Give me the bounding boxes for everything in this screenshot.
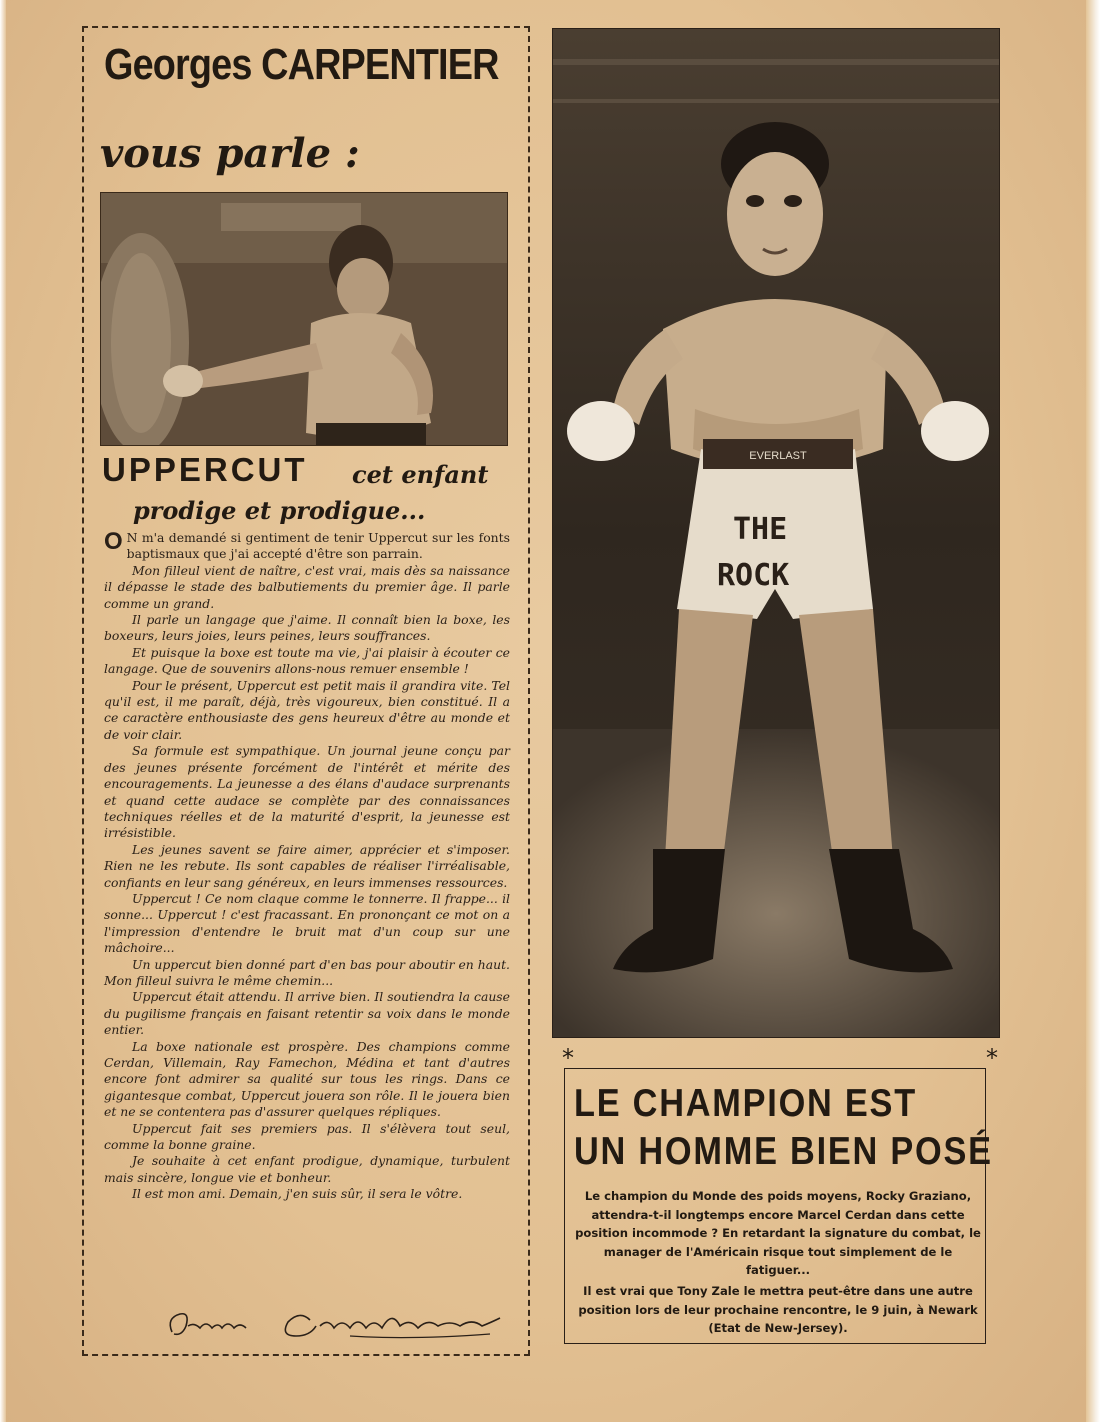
article-paragraph: Uppercut ! Ce nom claque comme le tonnerre. Il frappe... il sonne... Uppercut ! c'est fracassant. En prononçant ce mot on a l'impression d'entendre le bruit mat d'un coup sur une mâchoire... — [104, 890, 510, 956]
article-paragraph: La boxe nationale est prospère. Des champions comme Cerdan, Villemain, Ray Famechon, Médina et tant d'autres encore font admirer sa qualité sur tous les rings. Dans ce gigantesque combat, Uppercut jouera son rôle. Il le jouera bien et ne se contentera pas d'assurer quelques répliques. — [104, 1038, 510, 1120]
article-paragraph: Il est mon ami. Demain, j'en suis sûr, il sera le vôtre. — [132, 1186, 463, 1202]
caption-paragraph: Il est vrai que Tony Zale le mettra peut-être dans une autre position lors de leur prochaine rencontre, le 9 juin, à Newark (Etat de New-Jersey). — [578, 1283, 978, 1336]
belt-text: EVERLAST — [749, 450, 807, 462]
dropcap: O — [104, 528, 123, 555]
article-paragraph: Mon filleul vient de naître, c'est vrai, mais dès sa naissance il dépasse le stade des balbutiements du premier âge. Il parle comme un grand. — [104, 562, 510, 611]
trunks-text-line-1: THE — [733, 512, 788, 547]
article-paragraph: Sa formule est sympathique. Un journal jeune conçu par des jeunes présente forcément de l'intérêt et mérite des encouragements. La jeunesse a des élans d'audace surprenants et quand cette audace se complète par des connaissances techniques réelles et de la maturité d'esprit, la jeunesse est irrésistible. — [104, 743, 510, 841]
article-paragraph: Un uppercut bien donné part d'en bas pour aboutir en haut. Mon filleul suivra le même chemin... — [104, 956, 510, 988]
champion-headline-line-2: UN HOMME BIEN POSÉ — [574, 1130, 993, 1173]
article-paragraph: Je souhaite à cet enfant prodigue, dynamique, turbulent mais sincère, longue vie et bonheur. — [104, 1153, 510, 1185]
article-headline-sub: vous parle : — [100, 130, 360, 177]
article-paragraph: Uppercut fait ses premiers pas. Il s'élèvera tout seul, comme la bonne graine. — [104, 1120, 510, 1153]
article-paragraph: Uppercut était attendu. Il arrive bien. Il soutiendra la cause du pugilisme français en faisant retentir sa voix dans le monde entier. — [104, 989, 510, 1038]
boxer-training-photo — [100, 192, 508, 446]
page-edge — [0, 0, 6, 1422]
section-title-line-2: prodige et prodigue... — [133, 496, 426, 525]
article-body — [104, 530, 510, 1203]
article-paragraph: Les jeunes savent se faire aimer, apprécier et s'imposer. Rien ne les rebute. Ils sont capables de réaliser l'irréalisable, confiants en leur sang généreux, en leurs immenses ressources. — [104, 841, 510, 890]
article-paragraph: O N m'a demandé si gentiment de tenir Uppercut sur les fonts baptismaux que j'ai accepté d'être son parrain. — [104, 528, 510, 562]
article-paragraph: Il parle un langage que j'aime. Il connaît bien la boxe, les boxeurs, leurs joies, leurs peines, leurs souffrances. — [104, 612, 510, 644]
boxer-in-stance-illustration — [553, 29, 999, 1037]
star-ornament-left: * — [562, 1044, 574, 1072]
section-title-line-1: cet enfant — [352, 460, 489, 489]
trunks-text-line-2: ROCK — [717, 558, 790, 593]
champion-boxer-photo — [552, 28, 1000, 1038]
page-edge — [1086, 0, 1100, 1422]
article-headline-name: Georges CARPENTIER — [104, 40, 499, 89]
boxer-training-illustration — [101, 193, 507, 445]
star-ornament-right: * — [986, 1044, 998, 1072]
champion-headline — [574, 1080, 993, 1176]
photo-caption — [574, 1187, 982, 1340]
champion-headline-line-1: LE CHAMPION EST — [574, 1082, 917, 1125]
article-paragraph: Et puisque la boxe est toute ma vie, j'ai plaisir à écouter ce langage. Que de souvenirs allons-nous remuer ensemble ! — [104, 644, 510, 677]
caption-paragraph: Le champion du Monde des poids moyens, Rocky Graziano, attendra-t-il longtemps encore Marcel Cerdan dans cette position incommode ? En retardant la signature du combat, le manager de l'Américain risque tout simplement de le fatiguer... — [575, 1189, 981, 1278]
section-title-uppercut: UPPERCUT — [102, 451, 308, 488]
article-paragraph: Pour le présent, Uppercut est petit mais il grandira vite. Tel qu'il est, il me paraît, déjà, très vigoureux, bien constitué. Il a ce caractère enthousiaste des gens heureux d'être au monde et de voir clair. — [104, 677, 510, 742]
handwritten-signature — [160, 1296, 520, 1348]
